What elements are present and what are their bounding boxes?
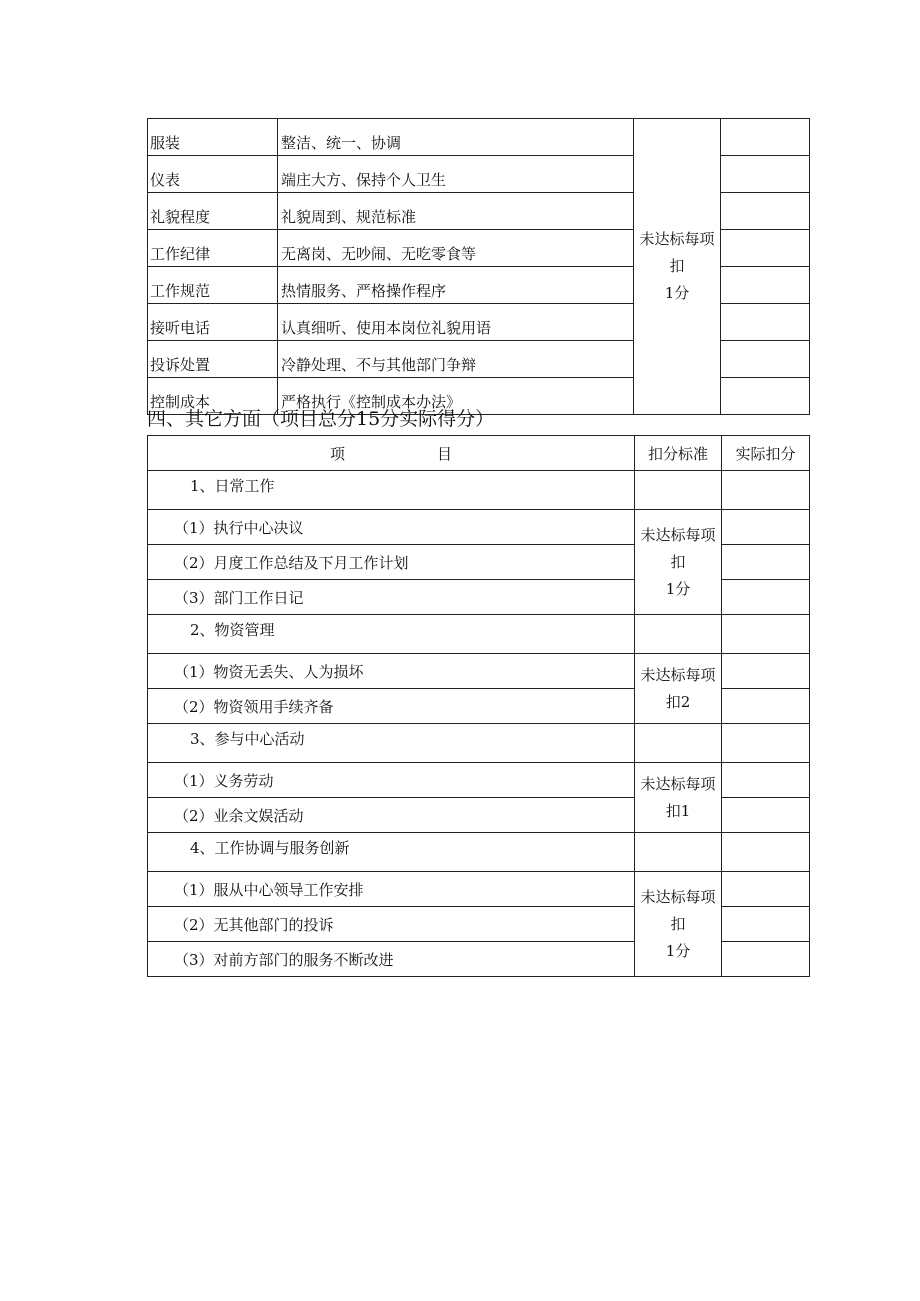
item-cell: （1）执行中心决议 [148,510,635,545]
actual-score-cell[interactable] [721,193,810,230]
item-cell: （2）业余文娱活动 [148,798,635,833]
actual-score-cell[interactable] [722,833,810,872]
standard-cell: 礼貌周到、规范标准 [278,193,634,230]
item-cell: 礼貌程度 [148,193,278,230]
header-deduction-standard: 扣分标准 [635,436,722,471]
standard-cell: 认真细听、使用本岗位礼貌用语 [278,304,634,341]
item-cell: （2）无其他部门的投诉 [148,907,635,942]
deduction-standard-cell: 未达标每项 扣2 [635,654,722,724]
table-header-row [148,436,810,471]
actual-score-cell[interactable] [721,378,810,415]
item-cell: 控制成本 [148,378,278,415]
actual-score-cell[interactable] [722,689,810,724]
empty-cell [635,471,722,510]
standard-cell: 端庄大方、保持个人卫生 [278,156,634,193]
actual-score-cell[interactable] [721,267,810,304]
item-cell: （1）物资无丢失、人为损坏 [148,654,635,689]
actual-score-cell[interactable] [722,724,810,763]
table-row [148,510,810,545]
actual-score-cell[interactable] [722,942,810,977]
actual-score-cell[interactable] [722,615,810,654]
actual-score-cell[interactable] [721,341,810,378]
actual-score-cell[interactable] [721,156,810,193]
header-item: 项 目 [148,436,635,471]
item-cell: （2）月度工作总结及下月工作计划 [148,545,635,580]
header-actual-deduction: 实际扣分 [722,436,810,471]
group-title: 1、日常工作 [148,471,635,510]
item-cell: 接听电话 [148,304,278,341]
empty-cell [635,724,722,763]
actual-score-cell[interactable] [721,119,810,156]
table-row [148,872,810,907]
standard-cell: 冷静处理、不与其他部门争辩 [278,341,634,378]
standard-cell: 整洁、统一、协调 [278,119,634,156]
item-cell: 服装 [148,119,278,156]
actual-score-cell[interactable] [722,510,810,545]
group-title-row [148,615,810,654]
item-cell: 投诉处置 [148,341,278,378]
item-cell: （1）服从中心领导工作安排 [148,872,635,907]
item-cell: 工作规范 [148,267,278,304]
group-title-row [148,471,810,510]
item-cell: 工作纪律 [148,230,278,267]
table-row [148,654,810,689]
standard-cell: 无离岗、无吵闹、无吃零食等 [278,230,634,267]
group-title: 3、参与中心活动 [148,724,635,763]
actual-score-cell[interactable] [722,763,810,798]
actual-score-cell[interactable] [722,654,810,689]
empty-cell [635,615,722,654]
item-cell: （3）对前方部门的服务不断改进 [148,942,635,977]
item-cell: （1）义务劳动 [148,763,635,798]
service-standards-table [147,118,810,415]
actual-score-cell[interactable] [722,907,810,942]
deduction-standard-cell: 未达标每项 扣 1分 [635,510,722,615]
deduction-standard-cell: 未达标每项 扣 1分 [634,119,721,415]
item-cell: （2）物资领用手续齐备 [148,689,635,724]
actual-score-cell[interactable] [721,230,810,267]
group-title-row [148,724,810,763]
actual-score-cell[interactable] [721,304,810,341]
other-aspects-table [147,435,810,977]
item-cell: （3）部门工作日记 [148,580,635,615]
table-row [148,119,810,156]
group-title: 2、物资管理 [148,615,635,654]
actual-score-cell[interactable] [722,471,810,510]
section-heading: 四、其它方面（项目总分15分实际得分） [147,408,495,430]
deduction-standard-cell: 未达标每项 扣 1分 [635,872,722,977]
deduction-standard-cell: 未达标每项 扣1 [635,763,722,833]
item-cell: 仪表 [148,156,278,193]
group-title: 4、工作协调与服务创新 [148,833,635,872]
standard-cell: 热情服务、严格操作程序 [278,267,634,304]
empty-cell [635,833,722,872]
actual-score-cell[interactable] [722,872,810,907]
actual-score-cell[interactable] [722,545,810,580]
standard-cell: 严格执行《控制成本办法》 [278,378,634,415]
table-row [148,763,810,798]
actual-score-cell[interactable] [722,798,810,833]
actual-score-cell[interactable] [722,580,810,615]
group-title-row [148,833,810,872]
